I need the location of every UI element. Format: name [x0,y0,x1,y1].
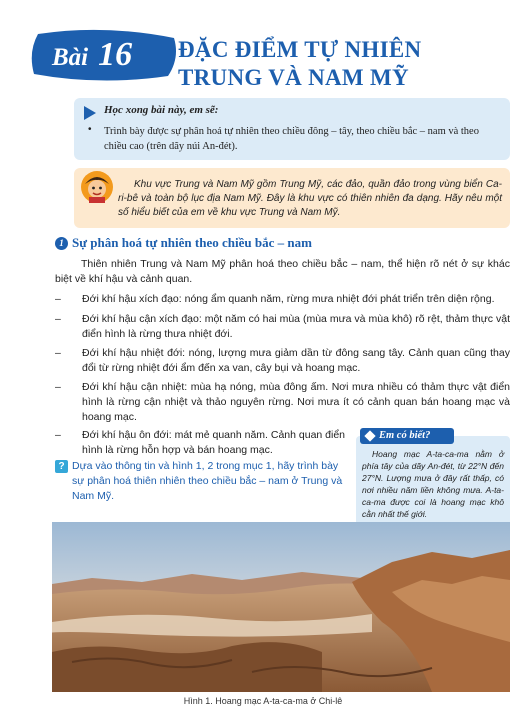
diamond-icon [364,430,375,441]
list-item-text: Đới khí hậu ôn đới: mát mẻ quanh năm. Cảnh quan điển hình là rừng hỗn hợp và bán hoang mạc. [82,429,346,456]
question-text: Dựa vào thông tin và hình 1, 2 trong mục 1, hãy trình bày sự phân hoá thiên nhiên theo chiều bắc – nam ở Trung và Nam Mỹ. [72,460,343,502]
did-you-know-title [366,430,430,441]
play-arrow-icon [84,106,96,120]
list-item [55,380,510,425]
lesson-word: Bài [52,44,89,71]
list-item [55,346,510,376]
did-you-know-label: Em có biết? [379,430,431,441]
section-number-icon: 1 [55,237,68,250]
lesson-title [178,36,421,92]
list-dash: – [55,429,61,441]
list-dash: – [55,313,61,325]
list-item-text: Đới khí hậu cận nhiệt: mùa hạ nóng, mùa đông ấm. Nơi mưa nhiều có thảm thực vật điển hình là rừng cận nhiệt và thảo nguyên rừng. Nơi mưa ít có cảnh quan bán hoang mạc và hoang mạc. [82,381,510,423]
list-dash: – [55,293,61,305]
objectives-text: Trình bày được sự phân hoá tự nhiên theo chiều đông – tây, theo chiều bắc – nam và theo chiều cao (trên dãy núi An-đét). [104,126,479,152]
list-item-text: Đới khí hậu cận xích đạo: một năm có hai mùa (mùa mưa và mùa khô) rõ rệt, thảm thực vật điển hình là rừng thưa nhiệt đới. [82,313,510,340]
bullet: • [88,124,92,135]
section-paragraph: Thiên nhiên Trung và Nam Mỹ phân hoá theo chiều bắc – nam, thể hiện rõ nét ở sự khác biệt về khí hậu và cảnh quan. [55,258,510,285]
figure-caption: Hình 1. Hoang mạc A-ta-ca-ma ở Chi-lê [183,696,343,706]
list-item [55,428,345,458]
list-item-text: Đới khí hậu nhiệt đới: nóng, lượng mưa giảm dần từ đông sang tây. Cảnh quan cũng thay đổi từ rừng nhiệt đới ẩm đến xa van, cây bụi và hoang mạc. [82,347,510,374]
question-icon: ? [55,460,68,473]
mascot-face-icon [80,170,114,204]
list-dash: – [55,347,61,359]
objectives-heading: Học xong bài này, em sẽ: [104,104,219,116]
desert-photo [52,522,510,692]
title-line-1: ĐẶC ĐIỂM TỰ NHIÊN [178,37,422,62]
lesson-number [52,36,132,74]
did-you-know-text: Hoang mạc A-ta-ca-ma nằm ở phía tây của dãy An-đét, từ 22°N đến 27°N. Lượng mưa ở đây rất thấp, có nơi nhiều năm liền không mưa. A-ta-ca-ma được coi là hoang mạc khô cằn nhất thế giới. [362,449,504,519]
list-item [55,312,510,342]
list-item-text: Đới khí hậu xích đạo: nóng ẩm quanh năm, rừng mưa nhiệt đới phát triển trên diện rộng. [82,293,495,305]
section-title: Sự phân hoá tự nhiên theo chiều bắc – nam [72,235,312,250]
intro-text: Khu vực Trung và Nam Mỹ gồm Trung Mỹ, các đảo, quần đảo trong vùng biển Ca-ri-bê và toàn bộ lục địa Nam Mỹ. Đây là khu vực có thiên nhiên đa dạng. Hãy nêu một số hiểu biết của em về khu vực Trung và Nam Mỹ. [118,179,502,218]
list-dash: – [55,381,61,393]
lesson-num: 16 [98,36,133,73]
title-line-2: TRUNG VÀ NAM MỸ [178,65,409,90]
list-item [55,292,510,307]
